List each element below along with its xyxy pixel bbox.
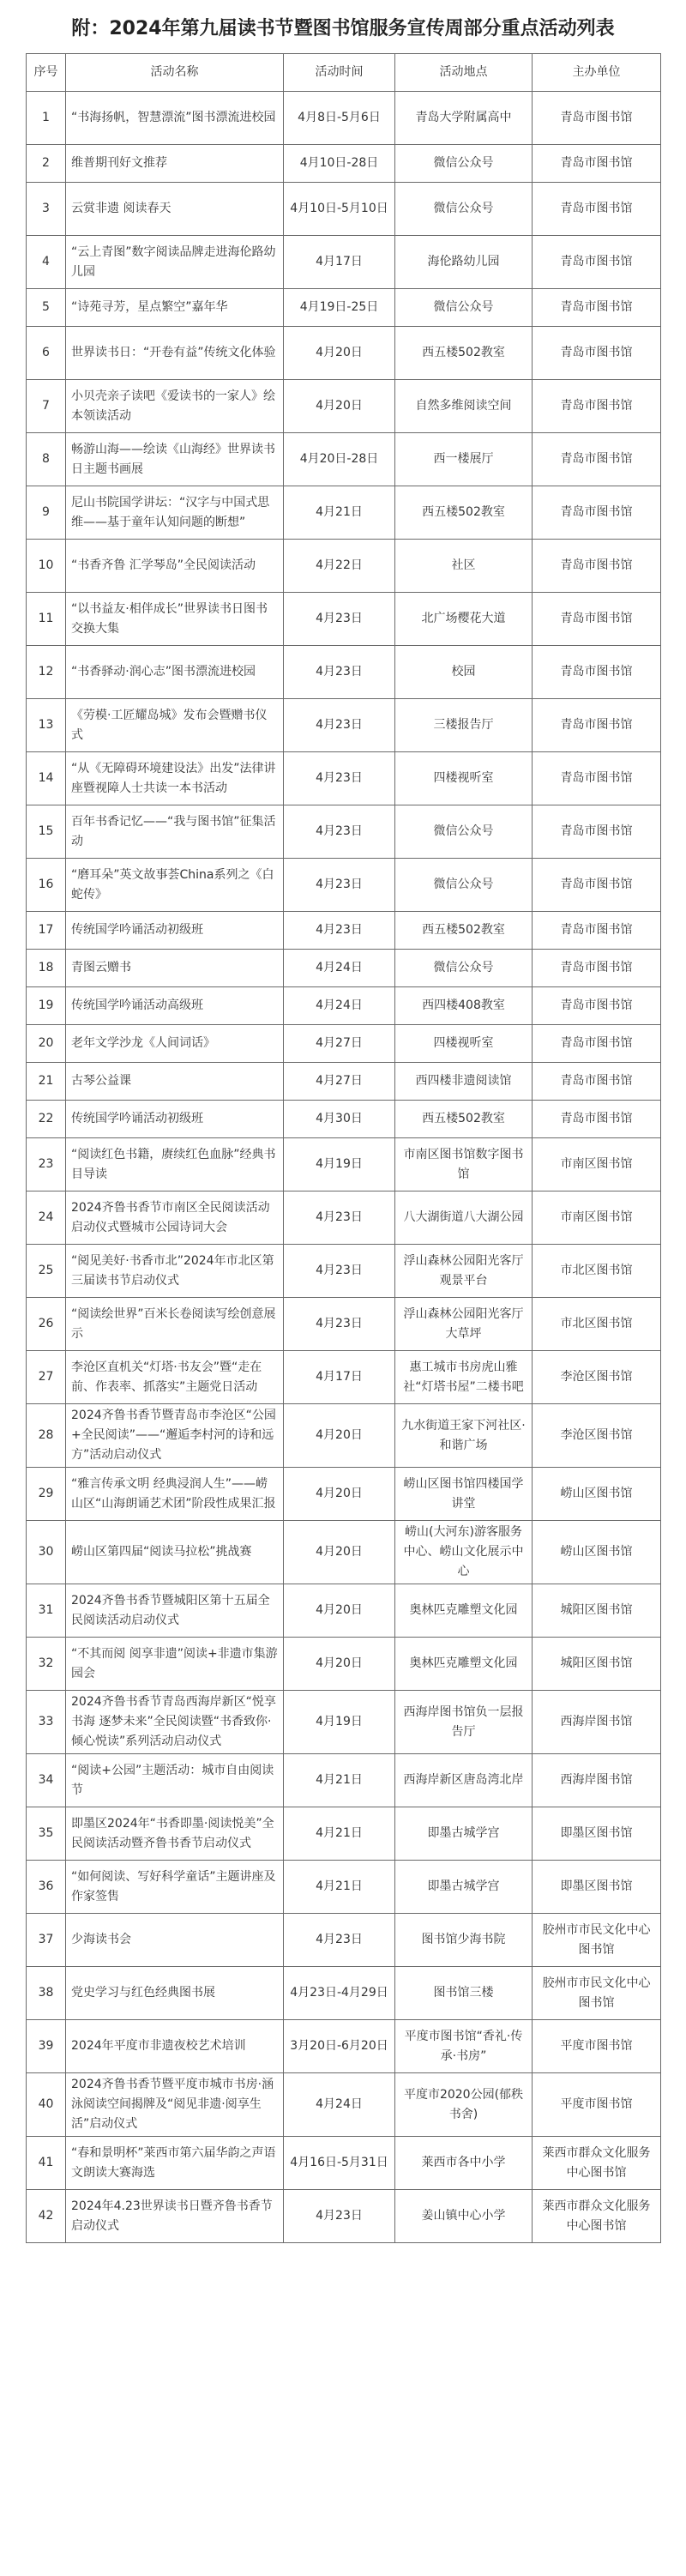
table-row: [27, 380, 661, 433]
cell-organizer: 城阳区图书馆: [533, 1584, 661, 1638]
cell-activity-location: 浮山森林公园阳光客厅大草坪: [395, 1298, 533, 1351]
cell-activity-name: 传统国学吟诵活动初级班: [66, 912, 284, 950]
cell-activity-location: 平度市2020公园(郁秩书舍): [395, 2073, 533, 2137]
cell-index: 40: [27, 2073, 66, 2137]
cell-organizer: 市北区图书馆: [533, 1298, 661, 1351]
cell-activity-name: 小贝壳亲子读吧《爱读书的一家人》绘本领读活动: [66, 380, 284, 433]
table-row: [27, 699, 661, 752]
cell-activity-time: 4月24日: [284, 987, 395, 1025]
cell-activity-name: “磨耳朵”英文故事荟China系列之《白蛇传》: [66, 859, 284, 912]
cell-index: 12: [27, 646, 66, 699]
cell-activity-location: 海伦路幼儿园: [395, 236, 533, 289]
cell-index: 42: [27, 2190, 66, 2243]
cell-activity-location: 图书馆少海书院: [395, 1914, 533, 1967]
cell-activity-name: 2024齐鲁书香节暨城阳区第十五届全民阅读活动启动仪式: [66, 1584, 284, 1638]
cell-organizer: 青岛市图书馆: [533, 327, 661, 380]
cell-index: 38: [27, 1967, 66, 2020]
cell-index: 20: [27, 1025, 66, 1063]
cell-organizer: 莱西市群众文化服务中心图书馆: [533, 2137, 661, 2190]
cell-organizer: 青岛市图书馆: [533, 593, 661, 646]
cell-activity-name: “云上青图”数字阅读品牌走进海伦路幼儿园: [66, 236, 284, 289]
cell-index: 33: [27, 1691, 66, 1754]
cell-activity-time: 4月23日: [284, 1914, 395, 1967]
table-row: [27, 1245, 661, 1298]
cell-activity-time: 4月19日: [284, 1138, 395, 1191]
table-row: [27, 1025, 661, 1063]
cell-activity-name: 少海读书会: [66, 1914, 284, 1967]
cell-organizer: 青岛市图书馆: [533, 1063, 661, 1101]
table-row: [27, 950, 661, 987]
cell-index: 15: [27, 805, 66, 859]
cell-activity-name: 维普期刊好文推荐: [66, 145, 284, 183]
cell-organizer: 青岛市图书馆: [533, 912, 661, 950]
cell-activity-location: 青岛大学附属高中: [395, 92, 533, 145]
cell-activity-name: “不其而阅 阅享非遗”阅读+非遗市集游园会: [66, 1638, 284, 1691]
cell-activity-location: 西五楼502教室: [395, 486, 533, 540]
cell-activity-location: 即墨古城学宫: [395, 1807, 533, 1861]
table-row: [27, 1584, 661, 1638]
cell-activity-location: 即墨古城学宫: [395, 1861, 533, 1914]
cell-organizer: 李沧区图书馆: [533, 1351, 661, 1404]
cell-organizer: 青岛市图书馆: [533, 92, 661, 145]
cell-activity-location: 微信公众号: [395, 145, 533, 183]
cell-organizer: 青岛市图书馆: [533, 699, 661, 752]
cell-index: 39: [27, 2020, 66, 2073]
cell-organizer: 青岛市图书馆: [533, 1025, 661, 1063]
cell-activity-name: 2024齐鲁书香节市南区全民阅读活动启动仪式暨城市公园诗词大会: [66, 1191, 284, 1245]
cell-activity-location: 西四楼408教室: [395, 987, 533, 1025]
cell-activity-time: 4月23日: [284, 699, 395, 752]
cell-activity-name: “书海扬帆，智慧漂流”图书漂流进校园: [66, 92, 284, 145]
cell-activity-time: 4月23日: [284, 646, 395, 699]
cell-activity-name: 尼山书院国学讲坛：“汉字与中国式思维——基于童年认知问题的断想”: [66, 486, 284, 540]
cell-activity-location: 九水街道王家下河社区·和谐广场: [395, 1404, 533, 1468]
cell-activity-time: 4月20日: [284, 1404, 395, 1468]
cell-activity-location: 微信公众号: [395, 289, 533, 327]
cell-activity-location: 微信公众号: [395, 805, 533, 859]
cell-activity-time: 4月20日: [284, 1468, 395, 1521]
cell-activity-location: 西五楼502教室: [395, 327, 533, 380]
header-organizer: 主办单位: [533, 54, 661, 92]
cell-activity-location: 西四楼非遗阅读馆: [395, 1063, 533, 1101]
cell-index: 11: [27, 593, 66, 646]
cell-index: 19: [27, 987, 66, 1025]
cell-index: 13: [27, 699, 66, 752]
cell-organizer: 市南区图书馆: [533, 1191, 661, 1245]
cell-activity-location: 姜山镇中心小学: [395, 2190, 533, 2243]
cell-activity-time: 4月27日: [284, 1025, 395, 1063]
table-row: [27, 1967, 661, 2020]
cell-activity-location: 崂山区图书馆四楼国学讲堂: [395, 1468, 533, 1521]
cell-organizer: 青岛市图书馆: [533, 486, 661, 540]
table-row: [27, 1754, 661, 1807]
cell-activity-location: 崂山(大河东)游客服务中心、崂山文化展示中心: [395, 1521, 533, 1584]
cell-activity-time: 4月23日: [284, 2190, 395, 2243]
cell-index: 4: [27, 236, 66, 289]
cell-activity-time: 4月21日: [284, 486, 395, 540]
cell-activity-location: 微信公众号: [395, 950, 533, 987]
cell-activity-name: 李沧区直机关“灯塔·书友会”暨“走在前、作表率、抓落实”主题党日活动: [66, 1351, 284, 1404]
cell-organizer: 青岛市图书馆: [533, 950, 661, 987]
cell-activity-time: 4月23日: [284, 1191, 395, 1245]
cell-activity-location: 西五楼502教室: [395, 1101, 533, 1138]
cell-activity-name: 2024齐鲁书香节暨青岛市李沧区“公园+全民阅读”——“邂逅李村河的诗和远方”活动启动仪式: [66, 1404, 284, 1468]
cell-activity-name: 党史学习与红色经典图书展: [66, 1967, 284, 2020]
cell-activity-location: 平度市图书馆“香礼·传承·书房”: [395, 2020, 533, 2073]
cell-activity-name: 青图云赠书: [66, 950, 284, 987]
cell-activity-location: 市南区图书馆数字图书馆: [395, 1138, 533, 1191]
cell-index: 16: [27, 859, 66, 912]
cell-activity-name: 2024齐鲁书香节暨平度市城市书房·涵泳阅读空间揭牌及“阅见非遗·阅享生活”启动仪式: [66, 2073, 284, 2137]
cell-index: 23: [27, 1138, 66, 1191]
cell-index: 17: [27, 912, 66, 950]
cell-activity-location: 三楼报告厅: [395, 699, 533, 752]
table-row: [27, 183, 661, 236]
cell-activity-location: 奥林匹克雕塑文化园: [395, 1584, 533, 1638]
cell-activity-time: 4月23日: [284, 752, 395, 805]
cell-index: 18: [27, 950, 66, 987]
cell-activity-location: 西海岸新区唐岛湾北岸: [395, 1754, 533, 1807]
cell-activity-time: 4月20日: [284, 1584, 395, 1638]
table-row: [27, 752, 661, 805]
header-time: 活动时间: [284, 54, 395, 92]
cell-organizer: 青岛市图书馆: [533, 540, 661, 593]
table-row: [27, 1861, 661, 1914]
table-row: [27, 145, 661, 183]
table-row: [27, 1691, 661, 1754]
cell-organizer: 平度市图书馆: [533, 2073, 661, 2137]
cell-activity-time: 4月22日: [284, 540, 395, 593]
table-row: [27, 2137, 661, 2190]
cell-index: 31: [27, 1584, 66, 1638]
table-row: [27, 1468, 661, 1521]
cell-organizer: 西海岸图书馆: [533, 1754, 661, 1807]
table-row: [27, 859, 661, 912]
cell-activity-location: 图书馆三楼: [395, 1967, 533, 2020]
cell-activity-location: 浮山森林公园阳光客厅观景平台: [395, 1245, 533, 1298]
cell-activity-location: 四楼视听室: [395, 1025, 533, 1063]
cell-index: 10: [27, 540, 66, 593]
cell-activity-name: 即墨区2024年“书香即墨·阅读悦美”全民阅读活动暨齐鲁书香节启动仪式: [66, 1807, 284, 1861]
cell-activity-name: 2024年平度市非遗夜校艺术培训: [66, 2020, 284, 2073]
cell-activity-time: 4月23日: [284, 805, 395, 859]
cell-organizer: 青岛市图书馆: [533, 1101, 661, 1138]
cell-organizer: 即墨区图书馆: [533, 1807, 661, 1861]
cell-activity-time: 4月21日: [284, 1754, 395, 1807]
cell-organizer: 青岛市图书馆: [533, 752, 661, 805]
cell-activity-time: 4月27日: [284, 1063, 395, 1101]
cell-activity-location: 西一楼展厅: [395, 433, 533, 486]
cell-index: 35: [27, 1807, 66, 1861]
cell-index: 7: [27, 380, 66, 433]
cell-organizer: 青岛市图书馆: [533, 805, 661, 859]
cell-activity-time: 4月21日: [284, 1861, 395, 1914]
cell-organizer: 青岛市图书馆: [533, 183, 661, 236]
cell-activity-time: 4月23日-4月29日: [284, 1967, 395, 2020]
cell-index: 22: [27, 1101, 66, 1138]
cell-organizer: 崂山区图书馆: [533, 1468, 661, 1521]
cell-index: 3: [27, 183, 66, 236]
cell-organizer: 市南区图书馆: [533, 1138, 661, 1191]
table-row: [27, 805, 661, 859]
cell-activity-name: 古琴公益课: [66, 1063, 284, 1101]
cell-activity-time: 4月23日: [284, 1245, 395, 1298]
cell-index: 30: [27, 1521, 66, 1584]
header-index: 序号: [27, 54, 66, 92]
cell-index: 21: [27, 1063, 66, 1101]
cell-activity-time: 4月23日: [284, 1298, 395, 1351]
cell-activity-name: “诗苑寻芳，星点繁空”嘉年华: [66, 289, 284, 327]
table-row: [27, 1404, 661, 1468]
cell-activity-location: 西五楼502教室: [395, 912, 533, 950]
cell-activity-time: 4月20日: [284, 380, 395, 433]
cell-activity-time: 4月8日-5月6日: [284, 92, 395, 145]
table-row: [27, 1914, 661, 1967]
table-row: [27, 2190, 661, 2243]
table-row: [27, 1101, 661, 1138]
table-row: [27, 327, 661, 380]
cell-activity-time: 4月20日: [284, 327, 395, 380]
cell-activity-time: 4月17日: [284, 1351, 395, 1404]
cell-index: 24: [27, 1191, 66, 1245]
cell-activity-time: 4月10日-28日: [284, 145, 395, 183]
cell-organizer: 即墨区图书馆: [533, 1861, 661, 1914]
cell-activity-name: 2024齐鲁书香节青岛西海岸新区“悦享书海 逐梦未来”全民阅读暨“书香致你·倾心悦读”系列活动启动仪式: [66, 1691, 284, 1754]
cell-activity-time: 3月20日-6月20日: [284, 2020, 395, 2073]
cell-activity-name: “阅见美好·书香市北”2024年市北区第三届读书节启动仪式: [66, 1245, 284, 1298]
cell-activity-name: 2024年4.23世界读书日暨齐鲁书香节启动仪式: [66, 2190, 284, 2243]
cell-index: 28: [27, 1404, 66, 1468]
cell-activity-name: 畅游山海——绘读《山海经》世界读书日主题书画展: [66, 433, 284, 486]
cell-activity-time: 4月24日: [284, 2073, 395, 2137]
cell-organizer: 胶州市市民文化中心图书馆: [533, 1914, 661, 1967]
cell-activity-name: “如何阅读、写好科学童话”主题讲座及作家签售: [66, 1861, 284, 1914]
cell-organizer: 平度市图书馆: [533, 2020, 661, 2073]
cell-organizer: 青岛市图书馆: [533, 380, 661, 433]
cell-activity-time: 4月19日: [284, 1691, 395, 1754]
cell-activity-time: 4月20日: [284, 1638, 395, 1691]
cell-activity-time: 4月24日: [284, 950, 395, 987]
cell-index: 8: [27, 433, 66, 486]
cell-activity-location: 惠工城市书房虎山雅社“灯塔书屋”二楼书吧: [395, 1351, 533, 1404]
cell-activity-name: “书香驿动·润心志”图书漂流进校园: [66, 646, 284, 699]
cell-activity-name: 百年书香记忆——“我与图书馆”征集活动: [66, 805, 284, 859]
table-row: [27, 1138, 661, 1191]
cell-organizer: 青岛市图书馆: [533, 433, 661, 486]
cell-index: 6: [27, 327, 66, 380]
cell-organizer: 崂山区图书馆: [533, 1521, 661, 1584]
cell-activity-name: 老年文学沙龙《人间词话》: [66, 1025, 284, 1063]
cell-activity-name: “书香齐鲁 汇学琴岛”全民阅读活动: [66, 540, 284, 593]
cell-organizer: 城阳区图书馆: [533, 1638, 661, 1691]
table-row: [27, 1351, 661, 1404]
table-row: [27, 646, 661, 699]
cell-organizer: 青岛市图书馆: [533, 145, 661, 183]
cell-activity-location: 莱西市各中小学: [395, 2137, 533, 2190]
cell-activity-location: 四楼视听室: [395, 752, 533, 805]
cell-organizer: 莱西市群众文化服务中心图书馆: [533, 2190, 661, 2243]
cell-activity-name: “雅言传承文明 经典浸润人生”——崂山区“山海朗诵艺术团”阶段性成果汇报: [66, 1468, 284, 1521]
cell-index: 25: [27, 1245, 66, 1298]
cell-organizer: 市北区图书馆: [533, 1245, 661, 1298]
cell-activity-time: 4月30日: [284, 1101, 395, 1138]
cell-organizer: 李沧区图书馆: [533, 1404, 661, 1468]
cell-activity-name: 传统国学吟诵活动高级班: [66, 987, 284, 1025]
table-row: [27, 2020, 661, 2073]
cell-activity-location: 校园: [395, 646, 533, 699]
table-header-row: [27, 54, 661, 92]
cell-index: 32: [27, 1638, 66, 1691]
cell-activity-time: 4月23日: [284, 593, 395, 646]
cell-activity-location: 西海岸图书馆负一层报告厅: [395, 1691, 533, 1754]
table-row: [27, 2073, 661, 2137]
cell-activity-name: “以书益友·相伴成长”世界读书日图书交换大集: [66, 593, 284, 646]
cell-index: 34: [27, 1754, 66, 1807]
table-row: [27, 236, 661, 289]
table-row: [27, 1638, 661, 1691]
cell-activity-time: 4月17日: [284, 236, 395, 289]
cell-index: 1: [27, 92, 66, 145]
cell-index: 37: [27, 1914, 66, 1967]
cell-activity-location: 北广场樱花大道: [395, 593, 533, 646]
cell-index: 9: [27, 486, 66, 540]
cell-activity-time: 4月23日: [284, 912, 395, 950]
cell-activity-name: 世界读书日：“开卷有益”传统文化体验: [66, 327, 284, 380]
cell-activity-name: 云赏非遗 阅读春天: [66, 183, 284, 236]
cell-activity-name: 崂山区第四届“阅读马拉松”挑战赛: [66, 1521, 284, 1584]
cell-organizer: 青岛市图书馆: [533, 236, 661, 289]
table-row: [27, 289, 661, 327]
cell-activity-time: 4月20日-28日: [284, 433, 395, 486]
cell-organizer: 西海岸图书馆: [533, 1691, 661, 1754]
cell-activity-time: 4月20日: [284, 1521, 395, 1584]
cell-index: 5: [27, 289, 66, 327]
cell-organizer: 青岛市图书馆: [533, 859, 661, 912]
cell-activity-location: 微信公众号: [395, 183, 533, 236]
header-name: 活动名称: [66, 54, 284, 92]
cell-activity-time: 4月21日: [284, 1807, 395, 1861]
table-row: [27, 486, 661, 540]
cell-organizer: 青岛市图书馆: [533, 289, 661, 327]
table-row: [27, 1298, 661, 1351]
cell-activity-time: 4月16日-5月31日: [284, 2137, 395, 2190]
table-row: [27, 92, 661, 145]
header-location: 活动地点: [395, 54, 533, 92]
cell-organizer: 青岛市图书馆: [533, 987, 661, 1025]
cell-activity-location: 奥林匹克雕塑文化园: [395, 1638, 533, 1691]
page-title: 附：2024年第九届读书节暨图书馆服务宣传周部分重点活动列表: [71, 18, 615, 39]
table-body: [27, 92, 661, 2243]
cell-index: 26: [27, 1298, 66, 1351]
activity-table: [26, 53, 661, 2243]
cell-activity-time: 4月19日-25日: [284, 289, 395, 327]
cell-organizer: 胶州市市民文化中心图书馆: [533, 1967, 661, 2020]
cell-index: 36: [27, 1861, 66, 1914]
cell-activity-name: 《劳模·工匠耀岛城》发布会暨赠书仪式: [66, 699, 284, 752]
cell-index: 41: [27, 2137, 66, 2190]
table-row: [27, 433, 661, 486]
cell-activity-name: 传统国学吟诵活动初级班: [66, 1101, 284, 1138]
cell-activity-name: “阅读绘世界”百米长卷阅读写绘创意展示: [66, 1298, 284, 1351]
cell-activity-name: “从《无障碍环境建设法》出发”法律讲座暨视障人士共读一本书活动: [66, 752, 284, 805]
table-row: [27, 1063, 661, 1101]
cell-index: 14: [27, 752, 66, 805]
cell-activity-location: 自然多维阅读空间: [395, 380, 533, 433]
table-row: [27, 987, 661, 1025]
table-row: [27, 1521, 661, 1584]
cell-activity-name: “阅读红色书籍，赓续红色血脉”经典书目导读: [66, 1138, 284, 1191]
cell-activity-location: 微信公众号: [395, 859, 533, 912]
cell-index: 27: [27, 1351, 66, 1404]
cell-activity-time: 4月10日-5月10日: [284, 183, 395, 236]
cell-activity-name: “春和景明杯”莱西市第六届华韵之声语文朗读大赛海选: [66, 2137, 284, 2190]
table-row: [27, 912, 661, 950]
cell-activity-location: 八大湖街道八大湖公园: [395, 1191, 533, 1245]
cell-index: 2: [27, 145, 66, 183]
cell-index: 29: [27, 1468, 66, 1521]
table-row: [27, 1807, 661, 1861]
table-row: [27, 540, 661, 593]
table-row: [27, 593, 661, 646]
cell-activity-time: 4月23日: [284, 859, 395, 912]
table-row: [27, 1191, 661, 1245]
cell-organizer: 青岛市图书馆: [533, 646, 661, 699]
cell-activity-name: “阅读+公园”主题活动：城市自由阅读节: [66, 1754, 284, 1807]
cell-activity-location: 社区: [395, 540, 533, 593]
